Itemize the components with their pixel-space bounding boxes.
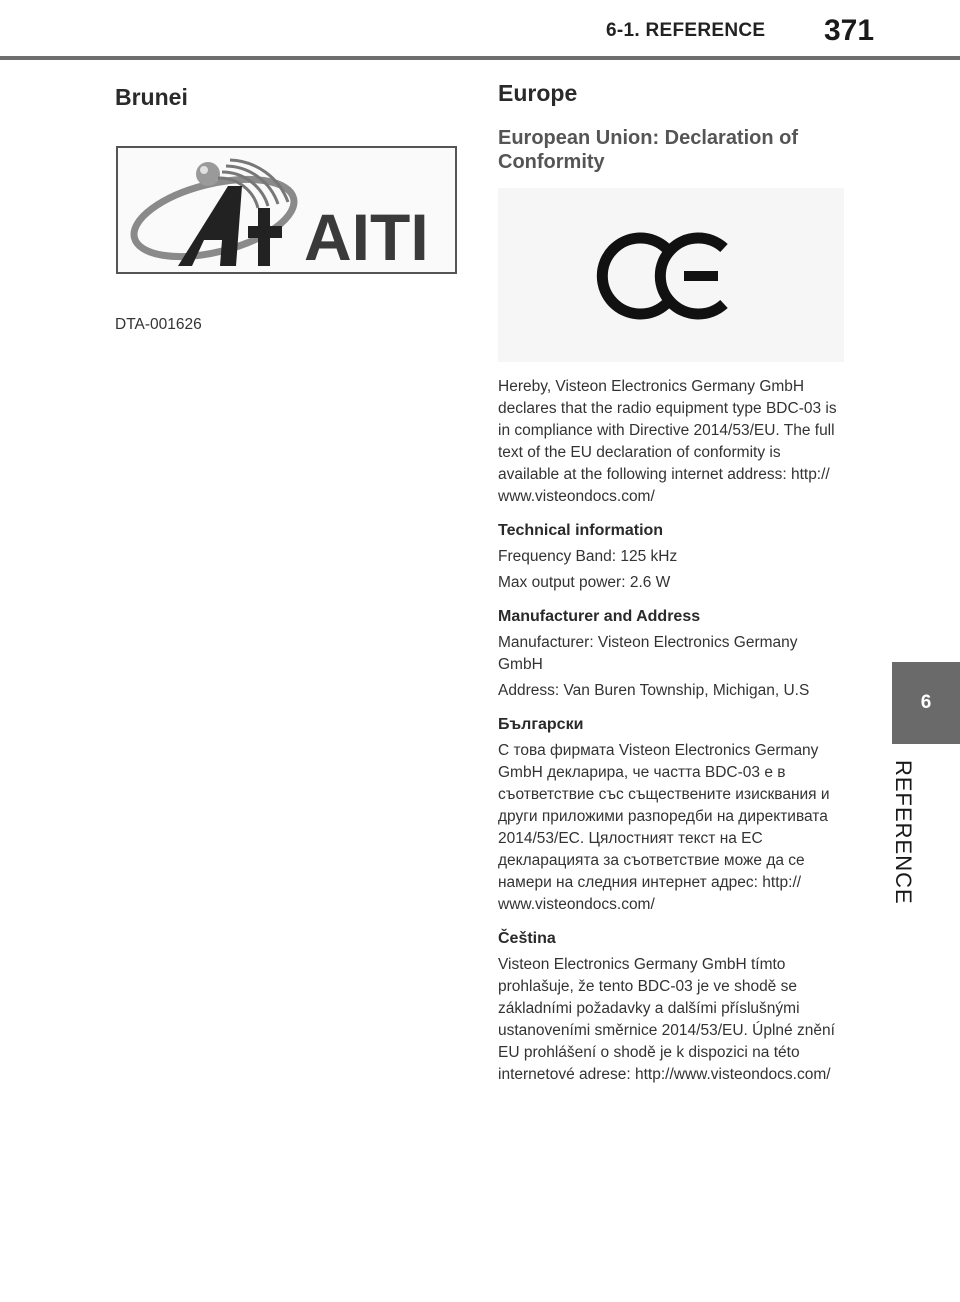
aiti-logo <box>116 146 457 274</box>
eu-declaration-heading: European Union: Declaration of Conformity <box>498 127 799 173</box>
manufacturer-heading: Manufacturer and Address <box>498 608 701 625</box>
section-title: 6-1. REFERENCE <box>606 20 766 41</box>
technical-info-heading: Technical information <box>498 522 664 539</box>
brunei-heading: Brunei <box>115 84 188 110</box>
frequency-band: Frequency Band: 125 kHz <box>498 548 678 565</box>
czech-text: Visteon Electronics Germany GmbH tímto prohlašuje, že tento BDC-03 je ve shodě se základními požadavky a dalšími příslušnými ustanoveními směrnice 2014/53/EU. Úplné znění EU prohlášení o shodě je k dispozici na této internetové adrese: http://www.visteondocs.com/ <box>498 956 835 1083</box>
chapter-side-label: REFERENCE <box>891 760 916 905</box>
czech-heading: Čeština <box>498 930 556 947</box>
eu-declaration-text: Hereby, Visteon Electronics Germany GmbH declares that the radio equipment type BDC-03 is in compliance with Directive 2014/53/EU. The full text of the EU declaration of conformity is available at the following internet address: http:// www.visteondocs.com/ <box>498 378 837 505</box>
manufacturer-name: Manufacturer: Visteon Electronics Germany GmbH <box>498 634 798 673</box>
aiti-logo-text: AITI <box>304 200 429 272</box>
aiti-logo-graphic <box>118 148 455 272</box>
bulgarian-heading: Български <box>498 716 584 733</box>
europe-content <box>498 376 842 1100</box>
europe-heading: Europe <box>498 80 578 106</box>
page-number: 371 <box>824 14 875 47</box>
chapter-tab <box>892 662 960 744</box>
ce-mark <box>498 188 844 362</box>
manufacturer-address: Address: Van Buren Township, Michigan, U.S <box>498 682 810 699</box>
chapter-number: 6 <box>920 692 932 713</box>
header-rule <box>0 56 960 60</box>
brunei-registration: DTA-001626 <box>115 316 202 333</box>
max-output-power: Max output power: 2.6 W <box>498 574 671 591</box>
bulgarian-text: С това фирмата Visteon Electronics Germany GmbH декларира, че частта BDC-03 е в съответствие със съществените изисквания и други приложими разпоредби на директивата 2014/53/ЕС. Цялостният текст на ЕС декларацията за съответствие може да се намери на следния интернет адрес: http:// www.visteondocs.com/ <box>498 742 830 913</box>
ce-mark-icon <box>498 188 844 362</box>
